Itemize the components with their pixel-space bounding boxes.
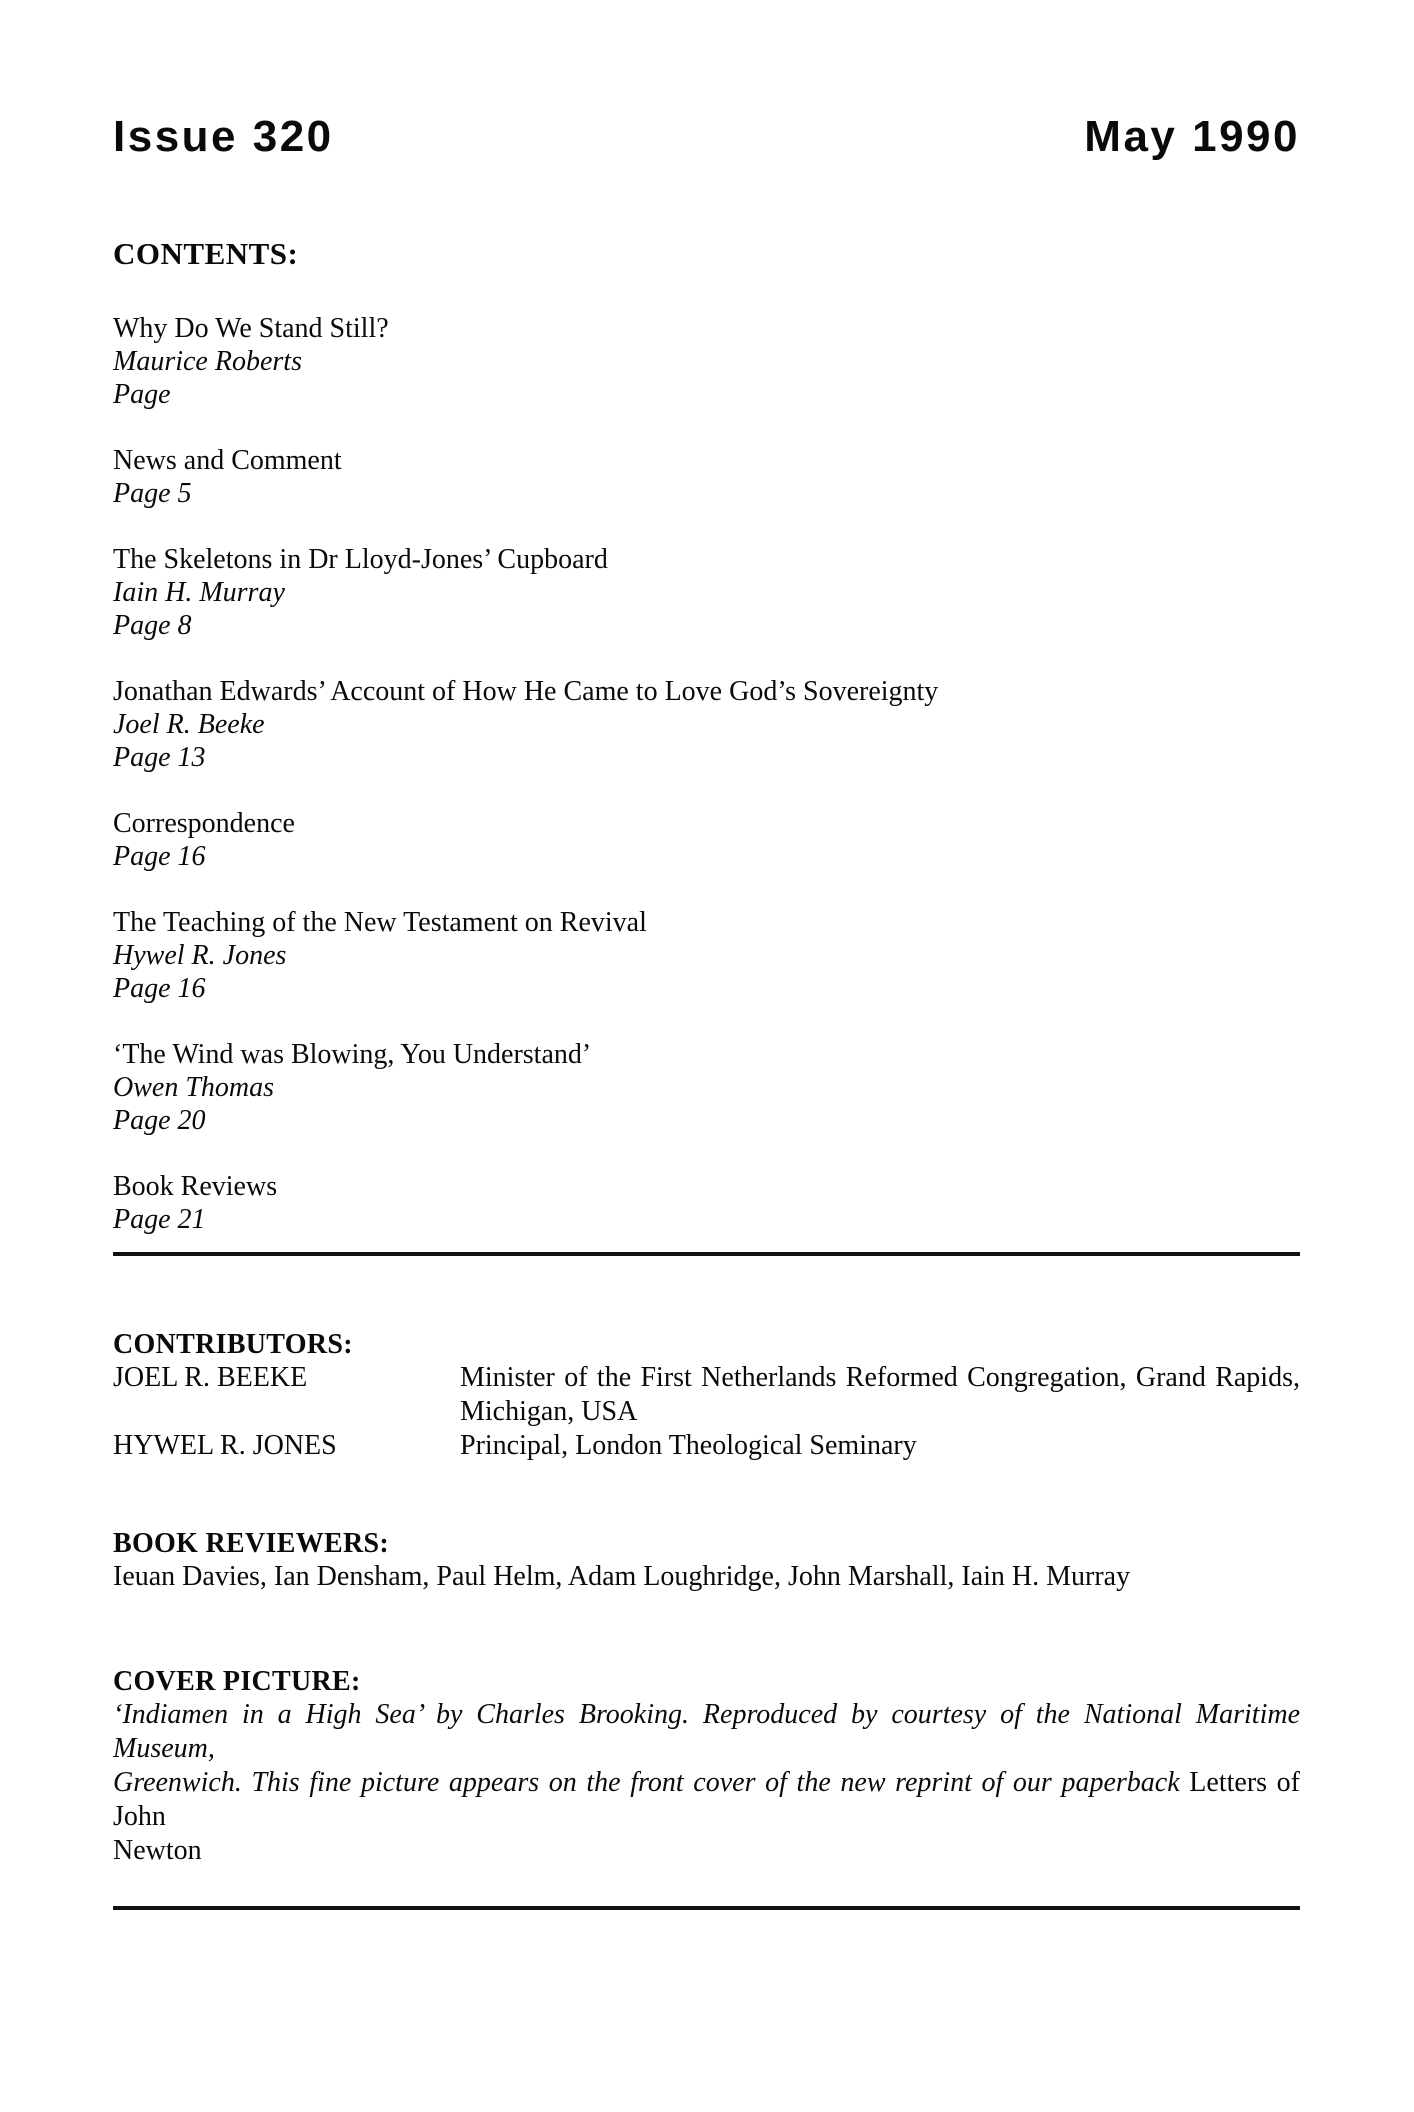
entry-title: Why Do We Stand Still? (113, 313, 389, 344)
entry-title: The Skeletons in Dr Lloyd-Jones’ Cupboard (113, 544, 608, 575)
contents-entry (113, 675, 1300, 774)
entry-page: Page (113, 379, 171, 410)
entry-page: Page 20 (113, 1105, 206, 1136)
contributor-description-line: Michigan, USA (460, 1396, 638, 1427)
cover-picture-caption (113, 1698, 1300, 1868)
contributors-section (113, 1328, 1300, 1463)
issue-date: May 1990 (1084, 112, 1300, 161)
cover-picture-section (113, 1665, 1300, 1868)
contents-entry (113, 1170, 1300, 1236)
entry-page: Page 16 (113, 973, 206, 1004)
entry-author: Maurice Roberts (113, 346, 302, 377)
book-reviewers-section (113, 1527, 1300, 1593)
entry-title: News and Comment (113, 445, 342, 476)
entry-page: Page 13 (113, 742, 206, 773)
contents-entry (113, 1038, 1300, 1137)
entry-page: Page 5 (113, 478, 192, 509)
entry-title: Jonathan Edwards’ Account of How He Came to Love God’s Sovereignty (113, 676, 939, 707)
contents-entry (113, 312, 1300, 411)
contributor-description (460, 1361, 1300, 1429)
contributor-description (460, 1429, 1300, 1463)
contents-entry (113, 543, 1300, 642)
book-reviewers-heading: BOOK REVIEWERS: (113, 1528, 389, 1559)
entry-title: ‘The Wind was Blowing, You Understand’ (113, 1039, 592, 1070)
magazine-contents-page (0, 112, 1414, 1910)
contributor-name: HYWEL R. JONES (113, 1430, 337, 1461)
contributor-description-line: Principal, London Theological Seminary (460, 1430, 917, 1461)
contributor-row (113, 1361, 1300, 1429)
cover-caption-line: Newton (113, 1835, 202, 1866)
entry-title: Book Reviews (113, 1171, 278, 1202)
contents-entry (113, 906, 1300, 1005)
entry-author: Hywel R. Jones (113, 940, 287, 971)
entry-title: Correspondence (113, 808, 295, 839)
contributor-description-line: Minister of the First Netherlands Reformed Congregation, Grand Rapids, (460, 1362, 1300, 1393)
entry-author: Joel R. Beeke (113, 709, 265, 740)
page-header (113, 112, 1300, 162)
contents-heading: CONTENTS: (113, 236, 299, 271)
contents-entry (113, 807, 1300, 873)
contributor-name: JOEL R. BEEKE (113, 1362, 308, 1393)
contents-entry (113, 444, 1300, 510)
entry-page: Page 8 (113, 610, 192, 641)
book-reviewers-names: Ieuan Davies, Ian Densham, Paul Helm, Adam Loughridge, John Marshall, Iain H. Murray (113, 1561, 1131, 1592)
entry-page: Page 16 (113, 841, 206, 872)
contributors-heading: CONTRIBUTORS: (113, 1329, 353, 1360)
cover-caption-line: ‘Indiamen in a High Sea’ by Charles Brooking. Reproduced by courtesy of the National Maritime Museum, (113, 1699, 1300, 1764)
horizontal-rule-bottom (113, 1906, 1300, 1910)
contents-list (113, 312, 1300, 1236)
contributor-row (113, 1429, 1300, 1463)
cover-picture-heading: COVER PICTURE: (113, 1666, 361, 1697)
entry-author: Iain H. Murray (113, 577, 285, 608)
entry-page: Page 21 (113, 1204, 206, 1235)
entry-author: Owen Thomas (113, 1072, 275, 1103)
cover-caption-line (113, 1766, 1300, 1834)
cover-caption-book-title: Letters of John (113, 1767, 1301, 1832)
cover-caption-italic-text: Greenwich. This fine picture appears on the front cover of the new reprint of our paperback (113, 1767, 1190, 1798)
issue-number: Issue 320 (113, 112, 334, 161)
entry-title: The Teaching of the New Testament on Revival (113, 907, 647, 938)
horizontal-rule-top (113, 1252, 1300, 1256)
